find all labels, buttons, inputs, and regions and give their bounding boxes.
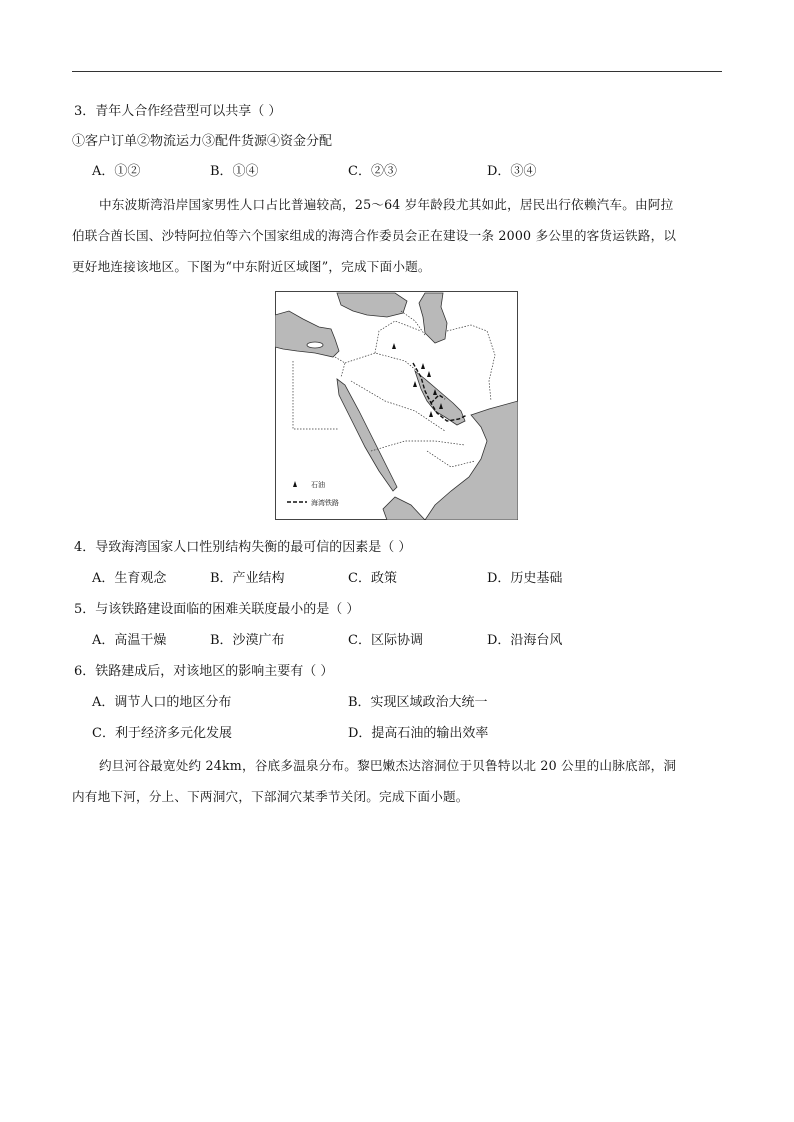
q6-option-b: B．实现区域政治大统一 (348, 695, 488, 710)
q4-option-c: C．政策 (348, 571, 397, 586)
passage2-line1: 约旦河谷最宽处约 24km，谷底多温泉分布。黎巴嫩杰达溶洞位于贝鲁特以北 20 公里的山脉底部，洞 (99, 758, 677, 773)
q3-option-b: B．①④ (210, 164, 259, 179)
q4-option-d: D．历史基础 (487, 571, 563, 586)
q5-option-b: B．沙漠广布 (210, 633, 285, 648)
q6-stem: 6．铁路建成后，对该地区的影响主要有（ ） (74, 664, 334, 679)
q4-option-a: A．生育观念 (92, 571, 167, 586)
q5-option-c: C．区际协调 (348, 633, 423, 648)
passage1-line3: 更好地连接该地区。下图为“中东附近区域图”，完成下面小题。 (72, 259, 431, 274)
q3-items: ①客户订单②物流运力③配件货源④资金分配 (72, 134, 333, 149)
passage1-line2: 伯联合酋长国、沙特阿拉伯等六个国家组成的海湾合作委员会正在建设一条 2000 多公里的客货运铁路，以 (72, 228, 677, 243)
q3-option-c: C．②③ (348, 164, 397, 179)
q6-option-d: D．提高石油的输出效率 (348, 726, 489, 741)
q4-option-b: B．产业结构 (210, 571, 285, 586)
q6-option-c: C．利于经济多元化发展 (92, 726, 232, 741)
q4-stem: 4．导致海湾国家人口性别结构失衡的最可信的因素是（ ） (74, 540, 412, 555)
q3-option-a: A．①② (92, 164, 141, 179)
q6-option-a: A．调节人口的地区分布 (92, 695, 232, 710)
middle-east-map (275, 291, 518, 520)
header-rule (72, 71, 722, 72)
q3-option-d: D．③④ (487, 164, 537, 179)
q5-option-a: A．高温干燥 (92, 633, 167, 648)
q5-option-d: D．沿海台风 (487, 633, 563, 648)
q5-stem: 5．与该铁路建设面临的困难关联度最小的是（ ） (74, 602, 360, 617)
legend-oil-label: 石油 (311, 481, 325, 489)
passage1-line1: 中东波斯湾沿岸国家男性人口占比普遍较高，25～64 岁年龄段尤其如此，居民出行依赖汽车。由阿拉 (99, 197, 674, 212)
passage2-line2: 内有地下河，分上、下两洞穴，下部洞穴某季节关闭。完成下面小题。 (72, 789, 469, 804)
cyprus-island (307, 342, 323, 348)
q3-stem: 3．青年人合作经营型可以共享（ ） (74, 104, 282, 119)
legend-railway-label: 海湾铁路 (311, 499, 339, 507)
